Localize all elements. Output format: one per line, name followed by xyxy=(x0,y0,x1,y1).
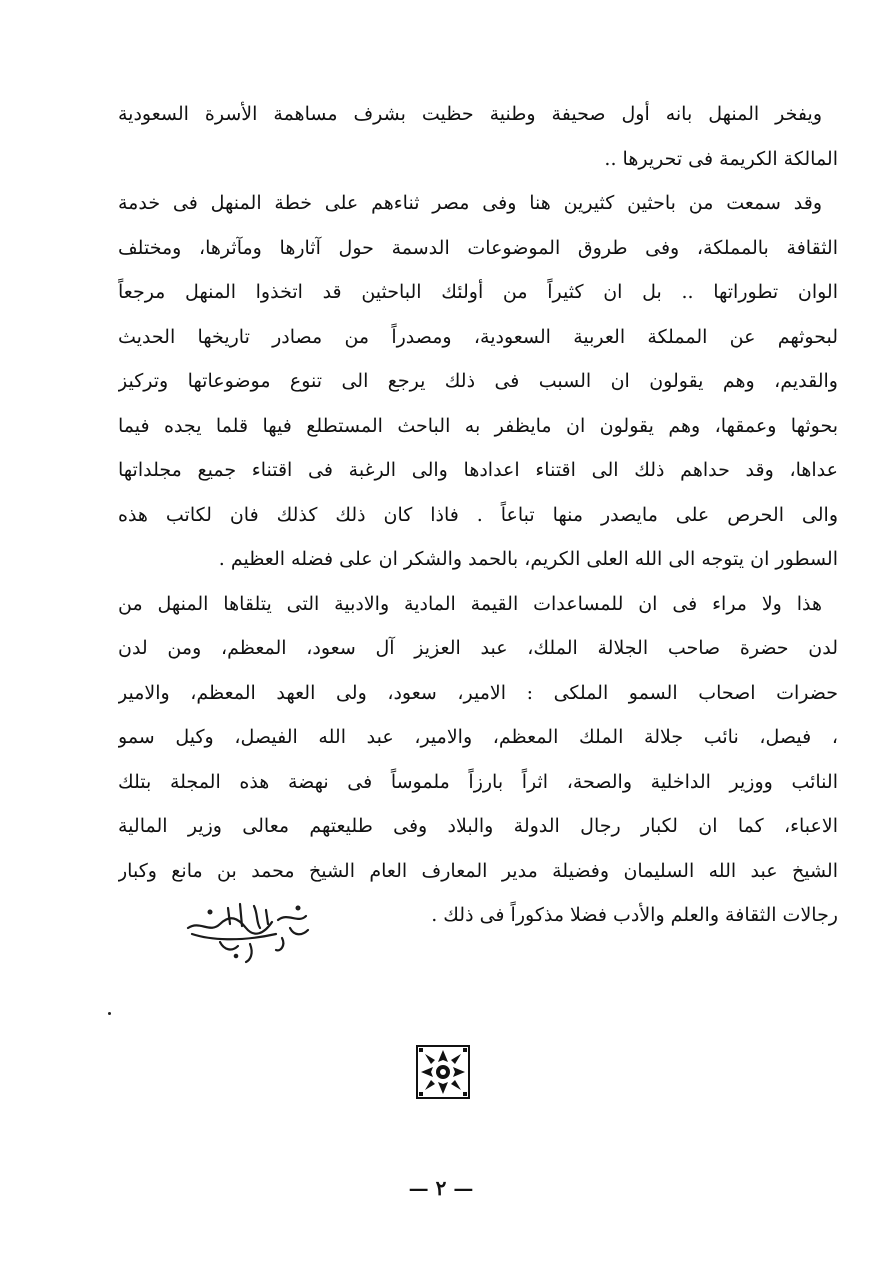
text-line: ، فيصل، نائب جلالة الملك المعظم، والامير، عبد الله الفيصل، وكيل سمو xyxy=(118,726,838,748)
paragraph-3 xyxy=(118,582,838,938)
page-number: — ٢ — xyxy=(408,1176,474,1200)
text-line: الاعباء، كما ان لكبار رجال الدولة والبلاد وفى طليعتهم معالى وزير المالية xyxy=(118,815,838,837)
text-line: ويفخر المنهل بانه أول صحيفة وطنية حظيت بشرف مساهمة الأسرة السعودية xyxy=(118,103,822,125)
text-line: رجالات الثقافة والعلم والأدب فضلا مذكوراً فى ذلك . xyxy=(431,904,838,926)
stray-dot xyxy=(108,1012,111,1015)
text-line: هذا ولا مراء فى ان للمساعدات القيمة المادية والادبية التى يتلقاها المنهل من xyxy=(118,592,822,615)
text-line: الثقافة بالمملكة، وفى طروق الموضوعات الدسمة حول آثارها ومآثرها، ومختلف xyxy=(118,236,838,259)
paragraph-1 xyxy=(118,92,838,181)
text-line: النائب ووزير الداخلية والصحة، اثراً بارزاً ملموساً فى نهضة هذه المجلة بتلك xyxy=(118,770,838,793)
text-line: حضرات اصحاب السمو الملكى : الامير، سعود، ولى العهد المعظم، والامير xyxy=(118,681,838,704)
text-line: والى الحرص على مايصدر منها تباعاً . فاذا كان ذلك كذلك فان لكاتب هذه xyxy=(118,503,838,526)
text-line: والقديم، وهم يقولون ان السبب فى ذلك يرجع الى تنوع موضوعاتها وتركيز xyxy=(118,370,838,392)
text-line: عداها، وقد حداهم ذلك الى اقتناء اعدادها والى الرغبة فى اقتناء جميع مجلداتها xyxy=(118,459,838,481)
text-line: لدن حضرة صاحب الجلالة الملك، عبد العزيز آل سعود، المعظم، ومن لدن xyxy=(118,637,838,659)
text-line: السطور ان يتوجه الى الله العلى الكريم، بالحمد والشكر ان على فضله العظيم . xyxy=(218,548,838,570)
text-line: وقد سمعت من باحثين كثيرين هنا وفى مصر ثناءهم على خطة المنهل فى خدمة xyxy=(118,192,822,214)
decorative-rosette-icon xyxy=(415,1044,471,1100)
text-line: الشيخ عبد الله السليمان وفضيلة مدير المعارف العام الشيخ محمد بن مانع وكبار xyxy=(118,859,838,882)
body-text xyxy=(118,92,838,938)
handwritten-signature xyxy=(180,890,320,970)
text-line: الوان تطوراتها .. بل ان كثيراً من أولئك الباحثين قد اتخذوا المنهل مرجعاً xyxy=(118,281,838,303)
text-line: لبحوثهم عن المملكة العربية السعودية، ومصدراً من مصادر تاريخها الحديث xyxy=(118,325,838,348)
text-line: بحوثها وعمقها، وهم يقولون ان مايظفر به الباحث المستطلع فيها قلما يجده فيما xyxy=(118,414,838,437)
paragraph-2 xyxy=(118,181,838,582)
text-line: المالكة الكريمة فى تحريرها .. xyxy=(604,147,838,170)
